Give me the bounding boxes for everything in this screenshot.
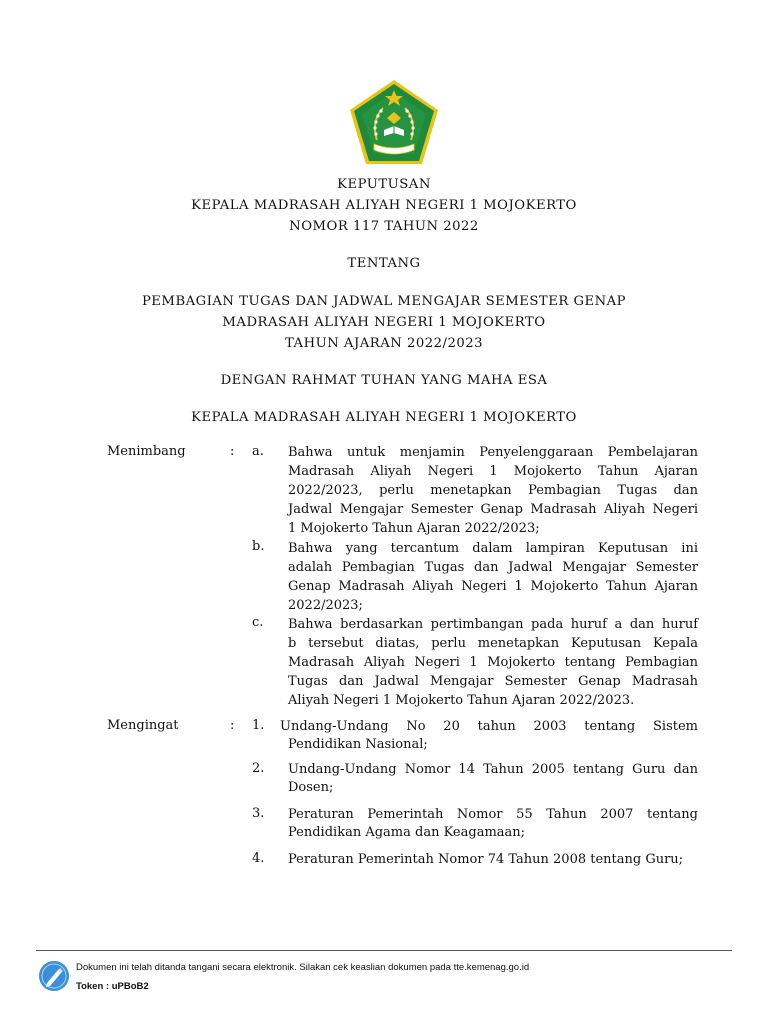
menimbang-label: Menimbang: [107, 444, 186, 459]
footer-token: Token : uPBoB2: [76, 981, 149, 992]
decree-subject-line-2: MADRASAH ALIYAH NEGERI 1 MOJOKERTO: [222, 315, 546, 330]
menimbang-c-line-5: Aliyah Negeri 1 Mojokerto Tahun Ajaran 2022/2023.: [288, 693, 635, 708]
footer-divider: [36, 950, 732, 951]
mengingat-colon: :: [230, 718, 235, 733]
menimbang-b-line-3: Genap Madrasah Aliyah Negeri 1 Mojokerto Tahun Ajaran: [288, 579, 698, 594]
mengingat-marker-2: 2.: [252, 761, 265, 776]
menimbang-a-line-2: Madrasah Aliyah Negeri 1 Mojokerto Tahun Ajaran: [288, 464, 698, 479]
menimbang-c-line-1: Bahwa berdasarkan pertimbangan pada huruf a dan huruf: [288, 617, 698, 632]
menimbang-marker-c: c.: [252, 615, 264, 630]
decree-issuer: KEPALA MADRASAH ALIYAH NEGERI 1 MOJOKERTO: [191, 198, 577, 213]
e-signature-pen-icon: [38, 960, 70, 992]
menimbang-a-line-3: 2022/2023, perlu menetapkan Pembagian Tugas dan: [288, 483, 698, 498]
blessing-line: DENGAN RAHMAT TUHAN YANG MAHA ESA: [220, 373, 548, 388]
footer-notice: Dokumen ini telah ditanda tangani secara elektronik. Silakan cek keaslian dokumen pada tte.kemenag.go.id: [76, 962, 530, 973]
menimbang-colon: :: [230, 444, 235, 459]
mengingat-marker-4: 4.: [252, 851, 265, 866]
menimbang-c-line-4: Tugas dan Jadwal Mengajar Semester Genap Madrasah: [288, 674, 698, 689]
menimbang-b-line-4: 2022/2023;: [288, 598, 363, 613]
mengingat-3-line-2: Pendidikan Agama dan Keagamaan;: [288, 825, 526, 840]
mengingat-1-line-2: Pendidikan Nasional;: [288, 737, 428, 752]
menimbang-marker-b: b.: [252, 539, 265, 554]
authority-line: KEPALA MADRASAH ALIYAH NEGERI 1 MOJOKERTO: [191, 410, 577, 425]
menimbang-c-line-2: b tersebut diatas, perlu menetapkan Keputusan Kepala: [288, 636, 698, 651]
mengingat-marker-3: 3.: [252, 806, 265, 821]
menimbang-a-line-1: Bahwa untuk menjamin Penyelenggaraan Pembelajaran: [288, 445, 698, 460]
menimbang-a-line-5: 1 Mojokerto Tahun Ajaran 2022/2023;: [288, 521, 540, 536]
menimbang-b-line-2: adalah Pembagian Tugas dan Jadwal Mengajar Semester: [288, 560, 698, 575]
menimbang-b-line-1: Bahwa yang tercantum dalam lampiran Keputusan ini: [288, 541, 698, 556]
mengingat-marker-1: 1.: [252, 718, 265, 733]
decree-title: KEPUTUSAN: [337, 177, 431, 192]
mengingat-1-line-1: Undang-Undang No 20 tahun 2003 tentang Sistem: [280, 719, 698, 734]
menimbang-a-line-4: Jadwal Mengajar Semester Genap Madrasah Aliyah Negeri: [288, 502, 698, 517]
decree-number: NOMOR 117 TAHUN 2022: [289, 219, 479, 234]
menimbang-c-line-3: Madrasah Aliyah Negeri 1 Mojokerto tentang Pembagian: [288, 655, 698, 670]
mengingat-4-line-1: Peraturan Pemerintah Nomor 74 Tahun 2008 tentang Guru;: [288, 852, 684, 867]
mengingat-label: Mengingat: [107, 718, 179, 733]
tentang-heading: TENTANG: [347, 256, 421, 271]
mengingat-2-line-2: Dosen;: [288, 780, 334, 795]
mengingat-2-line-1: Undang-Undang Nomor 14 Tahun 2005 tentang Guru dan: [288, 762, 698, 777]
decree-subject-line-3: TAHUN AJARAN 2022/2023: [284, 336, 484, 351]
mengingat-3-line-1: Peraturan Pemerintah Nomor 55 Tahun 2007 tentang: [288, 807, 698, 822]
kementerian-agama-emblem-icon: [347, 78, 441, 166]
decree-subject-line-1: PEMBAGIAN TUGAS DAN JADWAL MENGAJAR SEMESTER GENAP: [141, 294, 627, 309]
menimbang-marker-a: a.: [252, 444, 264, 459]
